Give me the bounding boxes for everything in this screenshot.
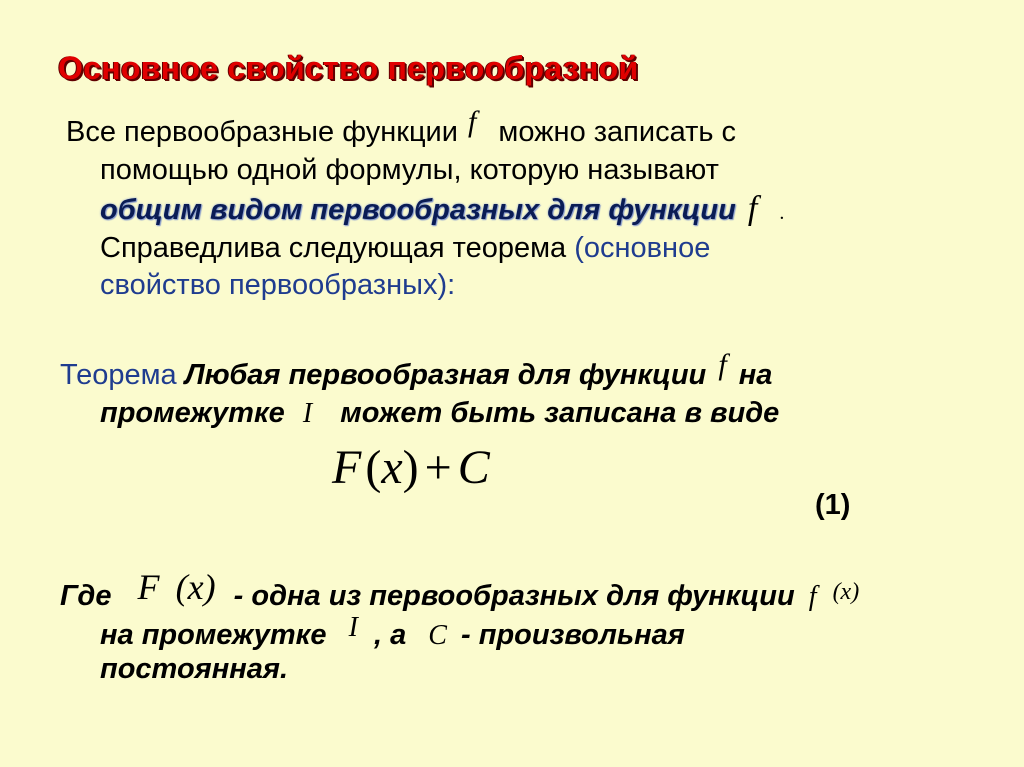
para1-text: можно записать с (498, 116, 737, 148)
math-x: (x) (832, 579, 860, 605)
math-I: I (302, 398, 313, 429)
math-x: (x) (175, 567, 216, 607)
para1-text: Все первообразные функции (66, 116, 458, 148)
where-line1 (60, 567, 860, 615)
where-line2 (100, 612, 685, 653)
theorem-line1 (60, 348, 773, 392)
formula (332, 440, 490, 496)
plus-sign: + (424, 441, 452, 494)
period: . (779, 202, 785, 224)
math-C: C (457, 441, 490, 494)
para1-line4 (100, 231, 710, 265)
para1-text: Справедлива следующая теорема (100, 232, 567, 264)
emphasis-text: общим видом первообразных для функции (100, 194, 736, 226)
where-line3: постоянная. (100, 653, 289, 685)
paren-left: ( (365, 441, 382, 494)
formula-number: (1) (815, 489, 851, 521)
theorem-text: на (738, 359, 773, 391)
paren-right: ) (402, 441, 419, 494)
where-label: Где (60, 580, 112, 612)
theorem-label: Теорема (60, 359, 177, 391)
para1-line3 (100, 192, 784, 230)
math-F: F (332, 441, 362, 494)
where-text: , а (373, 619, 407, 651)
theorem-text: Любая первообразная для функции (184, 359, 707, 391)
where-text: - одна из первообразных для функции (233, 580, 795, 612)
theorem-text: может быть записана в виде (340, 397, 780, 429)
para1-note: (основное (574, 232, 711, 264)
math-f: f (468, 105, 477, 138)
math-x: x (381, 441, 403, 494)
math-f: f (808, 581, 817, 612)
math-F: F (137, 567, 160, 607)
where-text: - произвольная (461, 619, 685, 651)
theorem-text: промежутке (100, 397, 285, 429)
para1-line1 (66, 105, 737, 149)
math-f: f (747, 190, 758, 227)
theorem-line2 (100, 396, 779, 431)
math-I: I (348, 612, 358, 643)
para1-line2: помощью одной формулы, которую называют (100, 154, 719, 186)
where-text: на промежутке (100, 619, 327, 651)
math-C: C (428, 620, 447, 651)
slide-title: Основное свойство первообразной (58, 50, 639, 86)
math-f: f (718, 348, 727, 381)
para1-line5: свойство первообразных): (100, 269, 456, 301)
